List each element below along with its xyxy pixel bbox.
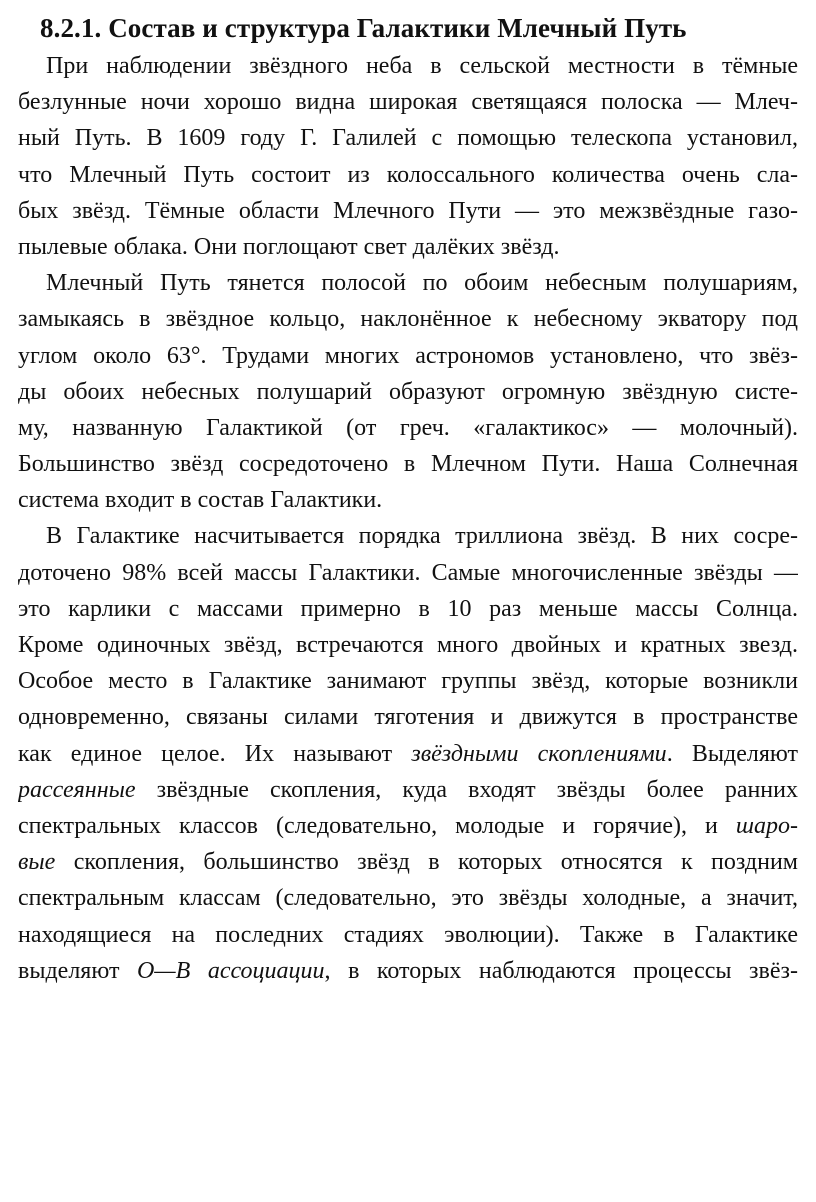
text-line — [18, 591, 798, 627]
text-line — [18, 555, 798, 591]
text-run: му, названную Галактикой (от греч. «галактикос» — молочный). — [18, 414, 798, 441]
italic-term: O—B ассоциации — [136, 957, 325, 984]
text-line — [18, 301, 798, 337]
text-line — [18, 736, 798, 772]
text-line — [18, 193, 798, 229]
italic-term: шаро- — [735, 812, 798, 839]
text-run: Кроме одиночных звёзд, встречаются много двойных и кратных звезд. — [18, 632, 798, 658]
text-run: это карлики с массами примерно в 10 раз меньше массы Солнца. — [18, 595, 798, 622]
text-line — [18, 48, 798, 84]
text-run: При наблюдении звёздного неба в сельской местности в тёмные — [46, 53, 798, 79]
italic-term: рассеянные — [18, 776, 136, 803]
text-line — [18, 410, 798, 446]
text-run: что Млечный Путь состоит из колоссального количества очень сла- — [18, 161, 798, 188]
text-run: звёздные скопления, куда входят звёзды более ранних — [135, 776, 798, 803]
text-run: ный Путь. В 1609 году Г. Галилей с помощью телескопа установил, — [18, 125, 798, 152]
text-run: бых звёзд. Тёмные области Млечного Пути — это межзвёздные газо- — [18, 197, 798, 224]
paragraph — [18, 48, 798, 265]
italic-term: вые — [18, 849, 56, 876]
text-line — [18, 338, 798, 374]
text-run: скопления, большинство звёзд в которых относятся к поздним — [55, 849, 798, 876]
text-line — [18, 157, 798, 193]
text-run: Большинство звёзд сосредоточено в Млечном Пути. Наша Солнечная — [18, 451, 798, 478]
text-line — [18, 772, 798, 808]
text-run: выделяют — [18, 957, 137, 984]
text-line — [18, 880, 798, 916]
italic-term: звёздными скоплениями — [411, 740, 667, 767]
page — [18, 10, 798, 989]
text-run: одновременно, связаны силами тяготения и движутся в пространстве — [18, 704, 798, 731]
text-run: пылевые облака. Они поглощают свет далёких звёзд. — [18, 233, 560, 260]
text-line — [18, 446, 798, 482]
text-line — [18, 229, 798, 265]
text-run: Млечный Путь тянется полосой по обоим небесным полушариям, — [46, 270, 798, 297]
text-run: находящиеся на последних стадиях эволюции). Также в Галактике — [18, 921, 798, 948]
section-heading: 8.2.1. Состав и структура Галактики Млечный Путь — [40, 13, 687, 43]
text-line — [18, 953, 798, 989]
text-run: ды обоих небесных полушарий образуют огромную звёздную систе- — [18, 378, 798, 405]
text-run: углом около 63°. Трудами многих астрономов установлено, что звёз- — [18, 342, 798, 369]
text-line — [18, 518, 798, 554]
text-line — [18, 374, 798, 410]
text-line — [18, 627, 798, 663]
text-run: . Выделяют — [666, 740, 798, 767]
text-run: как единое целое. Их называют — [18, 740, 412, 767]
text-run: доточено 98% всей массы Галактики. Самые многочисленные звёзды — — [18, 559, 798, 586]
text-run: замыкаясь в звёздное кольцо, наклонённое к небесному экватору под — [18, 306, 798, 333]
text-run: В Галактике насчитывается порядка триллиона звёзд. В них сосре- — [46, 523, 798, 550]
text-line — [18, 844, 798, 880]
text-line — [18, 663, 798, 699]
text-line — [18, 482, 798, 518]
text-run: спектральных классов (следовательно, молодые и горячие), и — [18, 812, 736, 839]
text-line — [18, 917, 798, 953]
text-line — [18, 84, 798, 120]
body-text — [18, 48, 798, 989]
text-run: , в которых наблюдаются процессы звёз- — [324, 957, 798, 984]
paragraph — [18, 518, 798, 988]
text-run: безлунные ночи хорошо видна широкая светящаяся полоска — Млеч- — [18, 89, 798, 116]
text-line — [18, 120, 798, 156]
text-run: спектральным классам (следовательно, это звёзды холодные, а значит, — [18, 885, 798, 912]
text-line — [18, 808, 798, 844]
text-run: система входит в состав Галактики. — [18, 487, 383, 514]
text-line — [18, 699, 798, 735]
paragraph — [18, 265, 798, 518]
text-run: Особое место в Галактике занимают группы звёзд, которые возникли — [18, 668, 798, 695]
text-line — [18, 265, 798, 301]
